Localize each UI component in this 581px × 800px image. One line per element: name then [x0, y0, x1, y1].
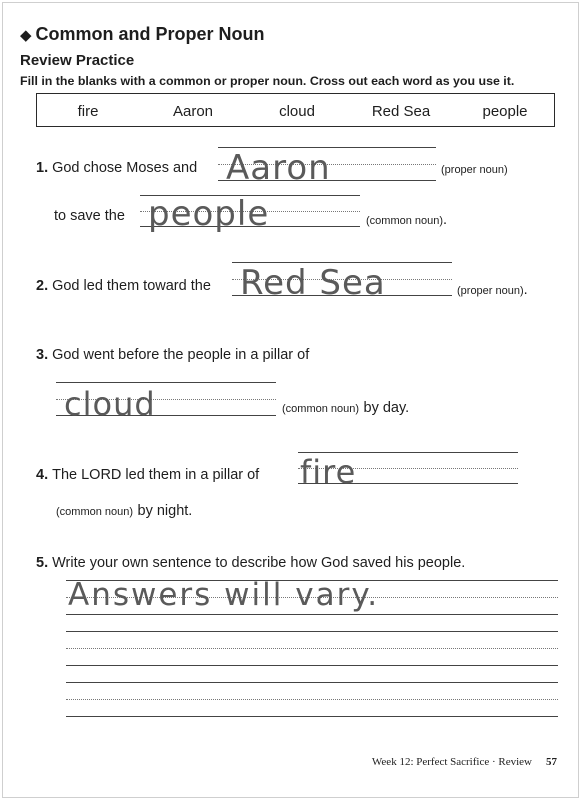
page-title-text: Common and Proper Noun — [35, 24, 265, 44]
handwritten-answer: Aaron — [226, 148, 331, 188]
page-number: 57 — [546, 756, 557, 768]
footer-label: Week 12: Perfect Sacrifice · Review — [371, 756, 532, 768]
question-text: Write your own sentence to describe how God saved his people. — [52, 555, 466, 571]
question-number: 4. — [36, 467, 49, 483]
writing-line-bottom[interactable] — [66, 665, 558, 666]
instructions: Fill in the blanks with a common or proper noun. Cross out each word as you use it. — [20, 74, 515, 88]
writing-line-mid — [66, 648, 558, 649]
blank-top-line — [56, 382, 276, 383]
handwritten-answer: cloud — [64, 385, 156, 423]
page-footer — [372, 756, 557, 768]
answer-blank-4[interactable] — [298, 452, 518, 491]
section-subtitle: Review Practice — [20, 52, 135, 69]
period: . — [523, 282, 528, 298]
handwritten-answer: fire — [300, 453, 357, 491]
question-number: 3. — [36, 347, 49, 363]
question-1 — [36, 160, 197, 176]
handwritten-answer: Red Sea — [240, 263, 386, 303]
question-ending: by night. — [137, 503, 193, 519]
question-number: 2. — [36, 278, 49, 294]
word-bank — [36, 93, 555, 127]
page-title — [20, 24, 265, 45]
noun-hint: (proper noun) — [457, 285, 524, 297]
noun-hint-line — [457, 281, 528, 299]
writing-line-mid — [66, 699, 558, 700]
question-text: The LORD led them in a pillar of — [52, 467, 260, 483]
answer-blank-3[interactable] — [56, 382, 276, 423]
question-text: God chose Moses and — [52, 160, 198, 176]
word-bank-item: people — [482, 103, 528, 120]
noun-hint: (common noun) — [366, 215, 444, 227]
diamond-icon: ◆ — [20, 27, 32, 44]
question-number: 5. — [36, 555, 49, 571]
period: . — [443, 212, 448, 228]
question-text: God went before the people in a pillar of — [52, 347, 310, 363]
word-bank-item: cloud — [279, 103, 315, 120]
question-3 — [36, 347, 309, 363]
writing-line-top — [66, 631, 558, 632]
question-4 — [36, 467, 259, 483]
question-5 — [36, 555, 465, 571]
handwritten-answer: Answers will vary. — [68, 577, 380, 613]
answer-blank-1b[interactable] — [140, 194, 360, 234]
question-ending: by day. — [363, 400, 410, 416]
word-bank-item: fire — [77, 103, 99, 120]
writing-line-bottom[interactable] — [66, 716, 558, 717]
noun-hint: (common noun) — [282, 403, 360, 415]
answer-blank-1a[interactable] — [218, 147, 436, 188]
question-1-continued: to save the — [54, 208, 125, 224]
word-bank-item: Red Sea — [371, 103, 431, 120]
question-2 — [36, 278, 211, 294]
writing-line-top — [66, 682, 558, 683]
noun-hint: (proper noun) — [441, 164, 508, 176]
answer-blank-2[interactable] — [232, 262, 452, 303]
question-text: God led them toward the — [52, 278, 211, 294]
noun-hint-line — [56, 502, 192, 520]
noun-hint-line — [366, 211, 447, 229]
word-bank-item: Aaron — [172, 103, 214, 120]
noun-hint-line — [282, 399, 409, 417]
handwritten-answer: people — [148, 194, 270, 234]
question-number: 1. — [36, 160, 49, 176]
noun-hint: (common noun) — [56, 506, 134, 518]
writing-line-bottom[interactable] — [66, 614, 558, 615]
